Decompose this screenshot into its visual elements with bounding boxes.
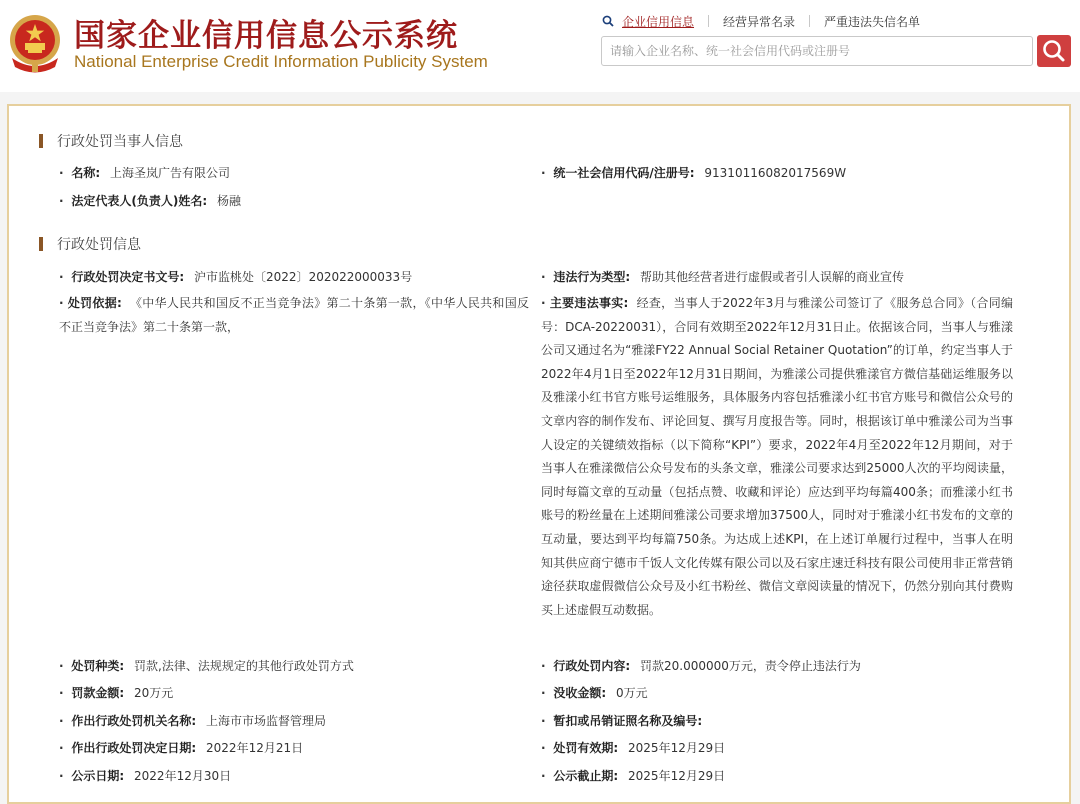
nav-abnormal-list[interactable]: 经营异常名录 (723, 14, 796, 29)
field-label: 名称: (71, 166, 101, 180)
field-label: 处罚有效期: (553, 741, 619, 755)
search-input[interactable] (602, 37, 1032, 65)
search-small-icon (602, 15, 614, 27)
section-title-text: 行政处罚当事人信息 (57, 134, 183, 150)
field-value: 罚款,法律、法规规定的其他行政处罚方式 (134, 659, 354, 673)
search-icon (1037, 35, 1071, 67)
field-confiscation-amount (541, 682, 648, 705)
bullet: · (541, 270, 546, 284)
field-name (59, 162, 230, 185)
bullet: · (541, 166, 546, 180)
field-label: 主要违法事实: (549, 296, 629, 310)
field-label: 违法行为类型: (553, 270, 631, 284)
bullet: · (59, 686, 64, 700)
section-title-party (39, 132, 183, 150)
field-label: 公示日期: (71, 769, 125, 783)
bullet: · (59, 769, 64, 783)
field-value: 20万元 (134, 686, 174, 700)
field-penalty-basis (59, 292, 529, 339)
site-header (0, 0, 1080, 92)
nav-serious-violation-list[interactable]: 严重违法失信名单 (824, 14, 921, 29)
field-value: 帮助其他经营者进行虚假或者引人误解的商业宣传 (640, 270, 905, 284)
field-authority (59, 710, 326, 733)
field-value: 沪市监桃处〔2022〕202022000033号 (194, 270, 413, 284)
content-panel (7, 104, 1071, 804)
field-violation-type (541, 266, 904, 289)
bullet: · (59, 714, 64, 728)
field-label: 处罚种类: (71, 659, 125, 673)
field-value: 2025年12月29日 (628, 769, 726, 783)
site-subtitle-en: National Enterprise Credit Information Publicity System (74, 52, 488, 71)
field-publish-end (541, 765, 725, 788)
field-value: 91310116082017569W (704, 166, 847, 180)
section-title-text: 行政处罚信息 (57, 237, 141, 253)
nav-divider (809, 15, 810, 27)
field-label: 作出行政处罚决定日期: (71, 741, 197, 755)
bullet: · (541, 769, 546, 783)
bullet: · (59, 166, 64, 180)
field-legal-rep (59, 190, 241, 213)
field-publish-date (59, 765, 231, 788)
field-label: 公示截止期: (553, 769, 619, 783)
bullet: · (59, 296, 64, 310)
field-value: 2025年12月29日 (628, 741, 726, 755)
section-title-penalty (39, 235, 141, 253)
field-value: 罚款20.000000万元，责令停止违法行为 (640, 659, 861, 673)
field-value: 《中华人民共和国反不正当竞争法》第二十条第一款，《中华人民共和国反不正当竞争法》第二十条第一款， (59, 296, 529, 334)
field-label: 没收金额: (553, 686, 607, 700)
field-value: 上海圣岚广告有限公司 (110, 166, 231, 180)
field-fine-amount (59, 682, 173, 705)
field-value: 2022年12月30日 (134, 769, 232, 783)
field-value: 0万元 (616, 686, 648, 700)
field-value: 经查，当事人于2022年3月与雅漾公司签订了《服务总合同》（合同编号：DCA-20220031），合同有效期至2022年12月31日止。依据该合同，当事人与雅漾公司又通过名为“雅漾FY22 Annual Social Retainer Quotation”的订单，约定当事人于2022年4月1日至2022年12月31日期间，为雅漾公司提供雅漾官方微信基础运维服务以及雅漾小红书官方账号运维服务，具体服务内容包括雅漾小红书官方账号和微信公众号的文章内容的制作发布、评论回复、撰写月度报告等。同时，根据该订单中雅漾公司为当事人设定的关键绩效指标（以下简称“KPI”）要求，2022年4月至2022年12月期间，对于当事人在雅漾微信公众号发布的头条文章，雅漾公司要求达到25000人次的平均阅读量，同时每篇文章的互动量（包括点赞、收藏和评论）应达到平均每篇400条；而雅漾小红书账号的粉丝量在上述期间雅漾公司要求增加37500人，同时对于雅漾小红书发布的文章的互动量，要达到平均每篇750条。为达成上述KPI，在上述订单履行过程中，当事人在明知其供应商宁德市千饭人文化传媒有限公司以及石家庄速迁科技有限公司使用非正常营销途径获取虚假微信公众号及小红书粉丝、微信文章阅读量的情况下，仍然分别向其付费购买上述虚假互动数据。 (541, 296, 1013, 617)
bullet: · (541, 686, 546, 700)
search-button[interactable] (1037, 35, 1071, 67)
national-emblem-icon (8, 12, 62, 74)
field-penalty-kind (59, 655, 354, 678)
bullet: · (541, 296, 546, 310)
field-value: 杨融 (217, 194, 242, 208)
bullet: · (541, 659, 546, 673)
field-doc-number (59, 266, 412, 289)
bullet: · (541, 714, 546, 728)
field-credit-code (541, 162, 846, 185)
field-label: 罚款金额: (71, 686, 125, 700)
bullet: · (59, 270, 64, 284)
field-label: 行政处罚内容: (553, 659, 631, 673)
field-label: 处罚依据: (67, 296, 122, 310)
site-title: 国家企业信用信息公示系统 (74, 18, 458, 54)
field-valid-until (541, 737, 725, 760)
field-label: 统一社会信用代码/注册号: (553, 166, 695, 180)
field-penalty-content (541, 655, 861, 678)
section-bar (39, 134, 43, 148)
field-value: 2022年12月21日 (206, 741, 304, 755)
bullet: · (541, 741, 546, 755)
field-label: 作出行政处罚机关名称: (71, 714, 197, 728)
bullet: · (59, 741, 64, 755)
section-bar (39, 237, 43, 251)
bullet: · (59, 659, 64, 673)
top-nav (602, 12, 920, 30)
field-label: 行政处罚决定书文号: (71, 270, 185, 284)
field-value: 上海市市场监督管理局 (206, 714, 327, 728)
search-box (601, 36, 1033, 66)
nav-enterprise-credit[interactable]: 企业信用信息 (622, 14, 695, 29)
bullet: · (59, 194, 64, 208)
field-main-facts (541, 292, 1013, 622)
field-license-revoked (541, 710, 708, 733)
field-decision-date (59, 737, 303, 760)
nav-divider (708, 15, 709, 27)
field-label: 法定代表人(负责人)姓名: (71, 194, 208, 208)
field-label: 暂扣或吊销证照名称及编号: (553, 714, 703, 728)
